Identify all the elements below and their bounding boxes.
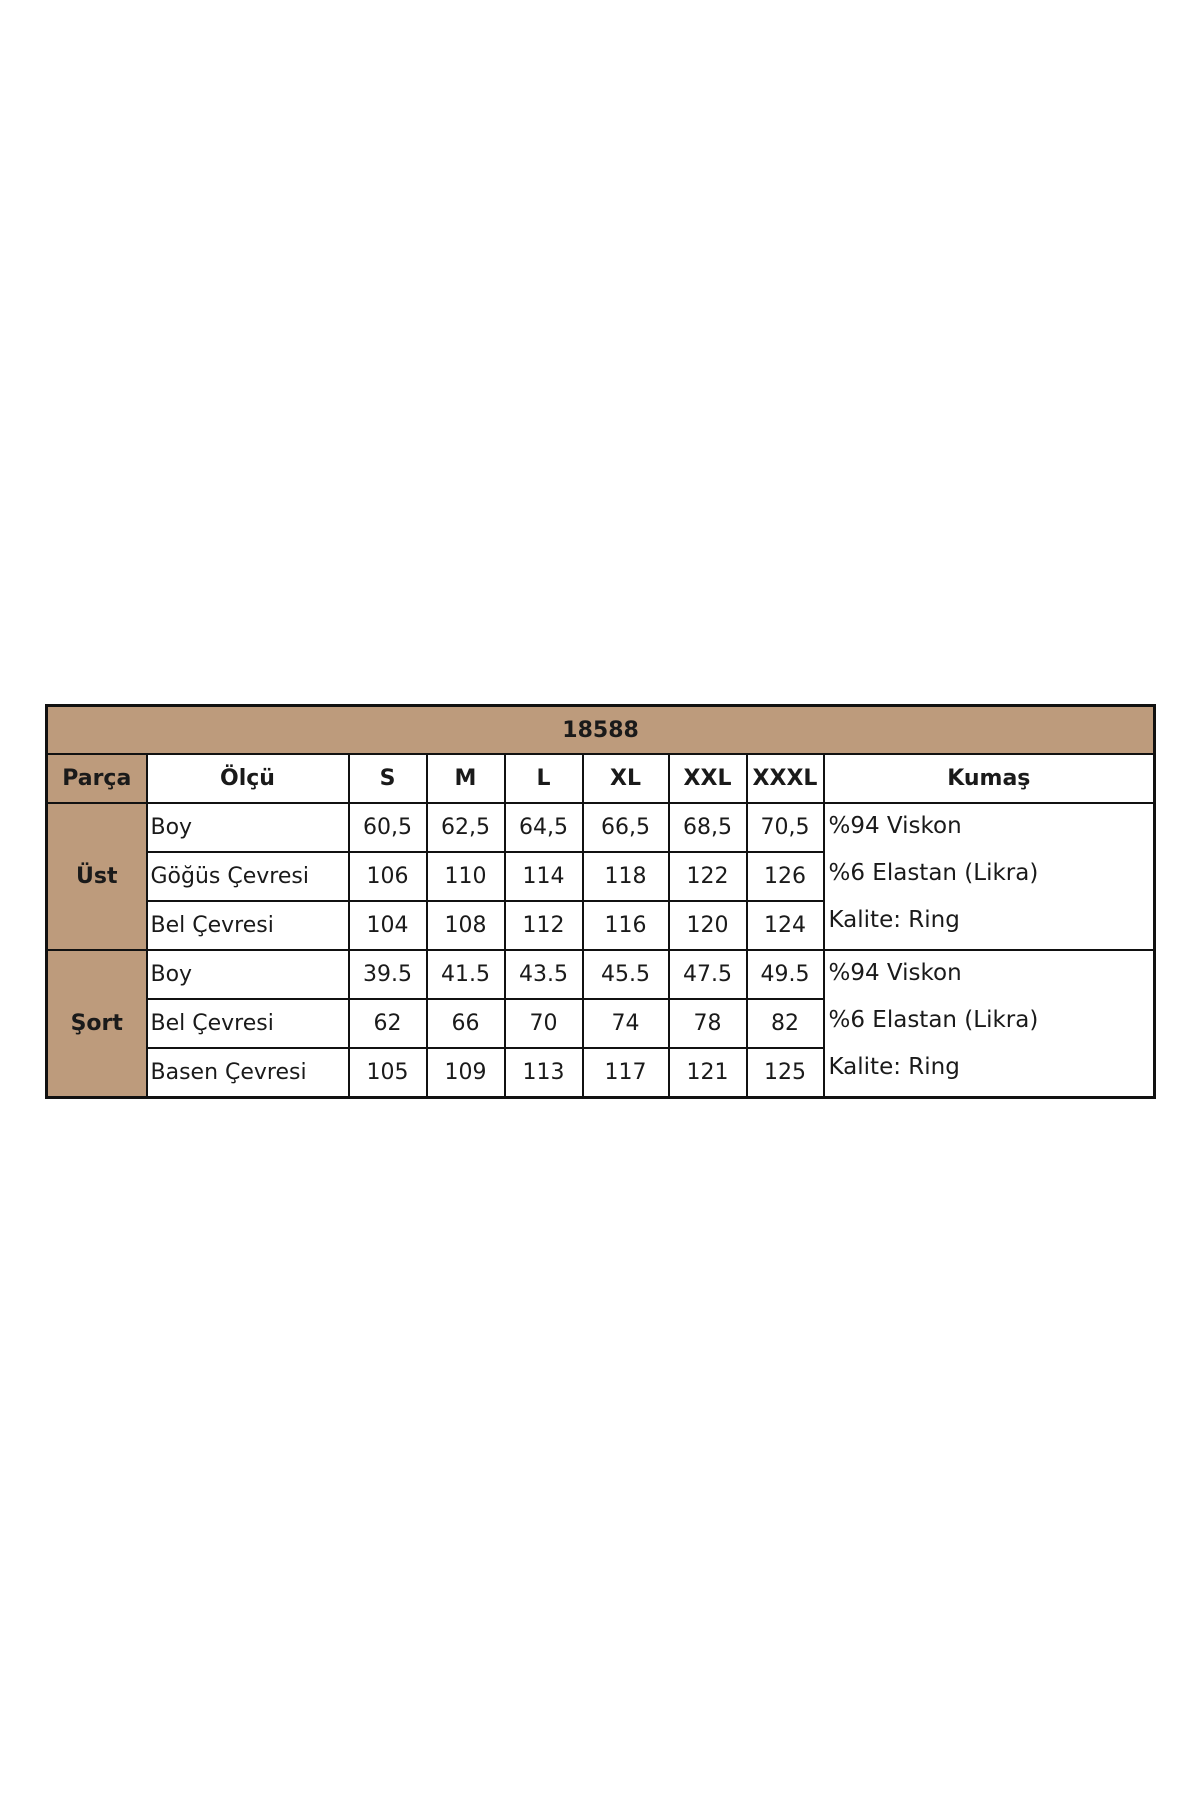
part-label-top: Üst: [47, 803, 147, 950]
size-value: 64,5: [505, 803, 583, 852]
size-value: 47.5: [669, 950, 747, 999]
size-value: 82: [747, 999, 824, 1048]
size-value: 66,5: [583, 803, 669, 852]
size-value: 121: [669, 1048, 747, 1098]
size-value: 110: [427, 852, 505, 901]
size-value: 113: [505, 1048, 583, 1098]
size-value: 60,5: [349, 803, 427, 852]
size-value: 49.5: [747, 950, 824, 999]
size-value: 68,5: [669, 803, 747, 852]
table-title: 18588: [47, 706, 1155, 755]
size-value: 43.5: [505, 950, 583, 999]
size-value: 39.5: [349, 950, 427, 999]
table-row: [47, 950, 1155, 999]
size-value: 108: [427, 901, 505, 950]
header-size-xl: XL: [583, 754, 669, 803]
table-row: [47, 803, 1155, 852]
size-value: 106: [349, 852, 427, 901]
size-value: 70: [505, 999, 583, 1048]
size-value: 118: [583, 852, 669, 901]
header-size-s: S: [349, 754, 427, 803]
size-value: 62: [349, 999, 427, 1048]
size-value: 124: [747, 901, 824, 950]
fabric-line: %6 Elastan (Likra): [828, 860, 1039, 886]
size-value: 120: [669, 901, 747, 950]
size-value: 74: [583, 999, 669, 1048]
fabric-info-shorts: [824, 950, 1155, 1098]
size-value: 126: [747, 852, 824, 901]
header-part: Parça: [47, 754, 147, 803]
fabric-line: %94 Viskon: [828, 960, 962, 986]
measure-name: Basen Çevresi: [147, 1048, 349, 1098]
size-value: 117: [583, 1048, 669, 1098]
measure-name: Boy: [147, 950, 349, 999]
header-size-xxl: XXL: [669, 754, 747, 803]
header-size-xxxl: XXXL: [747, 754, 824, 803]
size-value: 114: [505, 852, 583, 901]
size-value: 45.5: [583, 950, 669, 999]
size-value: 122: [669, 852, 747, 901]
size-value: 125: [747, 1048, 824, 1098]
size-value: 116: [583, 901, 669, 950]
header-measure: Ölçü: [147, 754, 349, 803]
size-value: 62,5: [427, 803, 505, 852]
size-chart-table: [45, 704, 1156, 1099]
fabric-line: %6 Elastan (Likra): [828, 1007, 1039, 1033]
part-label-shorts: Şort: [47, 950, 147, 1098]
size-value: 41.5: [427, 950, 505, 999]
size-value: 105: [349, 1048, 427, 1098]
fabric-line: Kalite: Ring: [828, 1054, 960, 1080]
measure-name: Boy: [147, 803, 349, 852]
size-value: 78: [669, 999, 747, 1048]
fabric-line: %94 Viskon: [828, 813, 962, 839]
measure-name: Bel Çevresi: [147, 999, 349, 1048]
fabric-info-top: [824, 803, 1155, 950]
size-value: 109: [427, 1048, 505, 1098]
header-fabric: Kumaş: [824, 754, 1155, 803]
size-value: 66: [427, 999, 505, 1048]
size-value: 112: [505, 901, 583, 950]
header-size-m: M: [427, 754, 505, 803]
size-value: 104: [349, 901, 427, 950]
measure-name: Göğüs Çevresi: [147, 852, 349, 901]
measure-name: Bel Çevresi: [147, 901, 349, 950]
header-size-l: L: [505, 754, 583, 803]
fabric-line: Kalite: Ring: [828, 907, 960, 933]
size-value: 70,5: [747, 803, 824, 852]
